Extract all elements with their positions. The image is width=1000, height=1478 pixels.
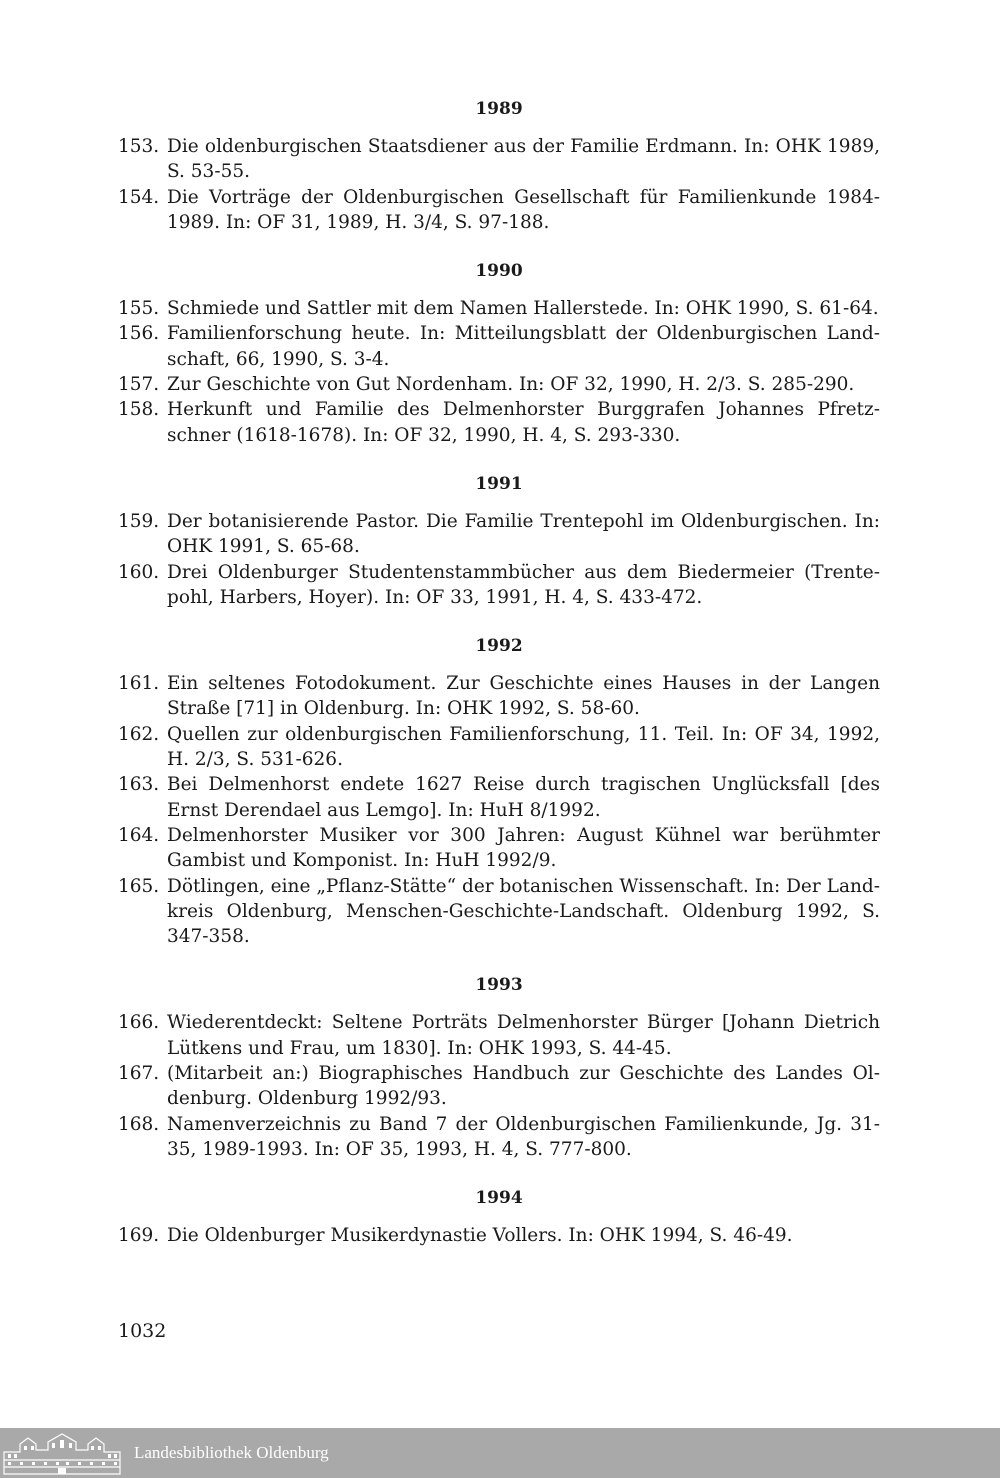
page-number: 1032: [118, 1320, 167, 1342]
entry-text: Familienforschung heute. In: Mitteilungsblatt der Oldenburgischen Landschaft, 66, 1990, S. 3-4.: [167, 323, 880, 370]
library-name: Landesbibliothek Oldenburg: [134, 1443, 329, 1462]
entry-number: 158.: [118, 399, 160, 421]
list-item: [118, 874, 880, 950]
entry-text: Schmiede und Sattler mit dem Namen Hallerstede. In: OHK 1990, S. 61-64.: [167, 298, 879, 320]
library-footer-bar: [0, 1428, 1000, 1478]
list-item: [118, 722, 880, 773]
entry-number: 169.: [118, 1225, 160, 1247]
year-heading: 1989: [475, 99, 523, 119]
list-item: [118, 134, 880, 185]
bibliography-content: [118, 97, 880, 1249]
entry-text: Wiederentdeckt: Seltene Porträts Delmenhorster Bürger [Johann Dietrich Lütkens und Frau, um 1830]. In: OHK 1993, S. 44-45.: [167, 1012, 880, 1059]
entry-text: Herkunft und Familie des Delmenhorster Burggrafen Johannes Pfretzschner (1618-1678). In: OF 32, 1990, H. 4, S. 293-330.: [167, 399, 880, 446]
entry-number: 160.: [118, 561, 160, 583]
entry-list: [118, 1223, 880, 1248]
entry-list: [118, 134, 880, 235]
entry-list: [118, 1010, 880, 1162]
list-item: [118, 185, 880, 236]
entry-text: Bei Delmenhorst endete 1627 Reise durch tragischen Unglücksfall [des Ernst Derendael aus Lemgo]. In: HuH 8/1992.: [167, 774, 880, 821]
entry-number: 164.: [118, 824, 160, 846]
list-item: [118, 1223, 880, 1248]
year-heading: 1992: [475, 636, 523, 657]
entry-number: 163.: [118, 774, 160, 796]
entry-number: 168.: [118, 1113, 160, 1135]
entry-number: 154.: [118, 186, 160, 208]
list-item: [118, 296, 880, 321]
entry-number: 162.: [118, 723, 160, 745]
entry-text: Zur Geschichte von Gut Nordenham. In: OF 32, 1990, H. 2/3. S. 285-290.: [167, 374, 855, 396]
list-item: [118, 321, 880, 372]
entry-text: Delmenhorster Musiker vor 300 Jahren: August Kühnel war berühmter Gambist und Komponist. In: HuH 1992/9.: [167, 824, 880, 872]
entry-number: 156.: [118, 323, 160, 345]
entry-text: (Mitarbeit an:) Biographisches Handbuch zur Geschichte des Landes Oldenburg. Oldenburg 1992/93.: [167, 1063, 880, 1110]
entry-number: 153.: [118, 136, 160, 157]
list-item: [118, 823, 880, 874]
entry-number: 165.: [118, 875, 160, 897]
list-item: [118, 772, 880, 823]
entry-text: Namenverzeichnis zu Band 7 der Oldenburgischen Familienkunde, Jg. 31-35, 1989-1993. In: OF 35, 1993, H. 4, S. 777-800.: [167, 1113, 880, 1160]
entry-text: Quellen zur oldenburgischen Familienforschung, 11. Teil. In: OF 34, 1992, H. 2/3, S. 531-626.: [167, 723, 880, 771]
library-building-icon: [0, 1428, 124, 1478]
year-heading: 1994: [475, 1188, 523, 1209]
list-item: [118, 509, 880, 560]
entry-number: 161.: [118, 673, 160, 695]
list-item: [118, 1010, 880, 1061]
list-item: [118, 671, 880, 722]
entry-number: 159.: [118, 510, 160, 532]
year-heading: 1993: [475, 975, 523, 996]
list-item: [118, 372, 880, 397]
list-item: [118, 1061, 880, 1112]
entry-number: 166.: [118, 1012, 160, 1034]
entry-text: Die oldenburgischen Staatsdiener aus der Familie Erdmann. In: OHK 1989, S. 53-55.: [167, 136, 880, 183]
entry-text: Der botanisierende Pastor. Die Familie Trentepohl im Oldenburgischen. In: OHK 1991, S. 65-68.: [167, 510, 880, 558]
entry-list: [118, 671, 880, 949]
entry-list: [118, 296, 880, 448]
entry-number: 155.: [118, 298, 160, 320]
entry-text: Drei Oldenburger Studentenstammbücher aus dem Biedermeier (Trentepohl, Harbers, Hoyer). In: OF 33, 1991, H. 4, S. 433-472.: [167, 561, 880, 608]
entry-number: 157.: [118, 374, 160, 396]
list-item: [118, 1112, 880, 1163]
list-item: [118, 397, 880, 448]
year-heading: 1990: [475, 261, 523, 282]
entry-number: 167.: [118, 1063, 160, 1085]
list-item: [118, 560, 880, 611]
year-heading: 1991: [475, 473, 523, 494]
entry-list: [118, 509, 880, 610]
entry-text: Dötlingen, eine „Pflanz-Stätte“ der botanischen Wissenschaft. In: Der Landkreis Oldenburg, Menschen-Geschichte-Landschaft. Oldenburg 1992, S. 347-358.: [167, 875, 880, 948]
entry-text: Die Vorträge der Oldenburgischen Gesellschaft für Familienkunde 1984-1989. In: OF 31, 1989, H. 3/4, S. 97-188.: [167, 186, 880, 233]
entry-text: Die Oldenburger Musikerdynastie Vollers. In: OHK 1994, S. 46-49.: [167, 1225, 793, 1247]
entry-text: Ein seltenes Fotodokument. Zur Geschichte eines Hauses in der Langen Straße [71] in Oldenburg. In: OHK 1992, S. 58-60.: [167, 673, 880, 720]
